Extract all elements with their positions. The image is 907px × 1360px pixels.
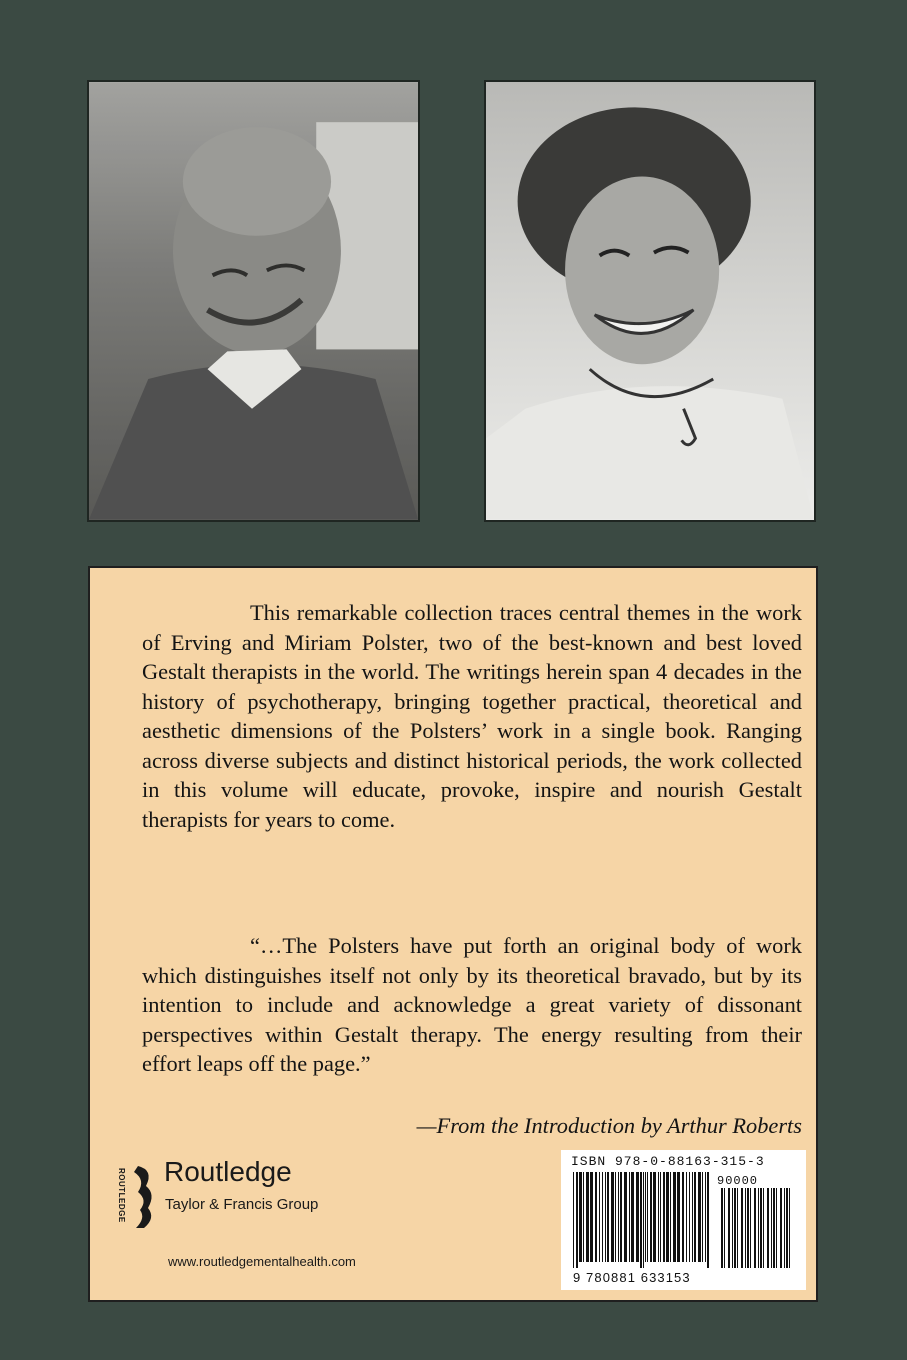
barcode-bar	[636, 1172, 639, 1262]
barcode-bar	[705, 1172, 706, 1262]
barcode-bar	[645, 1172, 646, 1262]
barcode-bar	[670, 1172, 671, 1262]
quote-attribution: —From the Introduction by Arthur Roberts	[416, 1113, 802, 1138]
barcode-addon-bar	[786, 1188, 788, 1268]
barcode-addon-bar	[760, 1188, 762, 1268]
barcode-addon-bar	[784, 1188, 785, 1268]
barcode-icon	[571, 1172, 796, 1272]
barcode-addon-bar	[732, 1188, 733, 1268]
barcode-bar	[653, 1172, 656, 1262]
barcode-bar	[650, 1172, 652, 1262]
barcode-bar	[640, 1172, 642, 1268]
barcode-bar	[618, 1172, 619, 1262]
barcode-bar	[677, 1172, 680, 1262]
barcode-addon-bar	[741, 1188, 743, 1268]
barcode-addon-bar	[758, 1188, 759, 1268]
barcode-digits: 9 780881 633153	[573, 1270, 691, 1285]
barcode-bar	[702, 1172, 703, 1262]
barcode-bar	[658, 1172, 659, 1262]
barcode-area	[561, 1150, 806, 1290]
author-photo-left	[87, 80, 420, 522]
barcode-addon-bar	[771, 1188, 772, 1268]
barcode-addon-bar	[721, 1188, 723, 1268]
barcode-addon-bar	[754, 1188, 756, 1268]
barcode-bar	[602, 1172, 603, 1262]
barcode-bar	[579, 1172, 582, 1262]
barcode-bar	[666, 1172, 669, 1262]
price-code: 90000	[717, 1174, 759, 1188]
erving-polster-photo	[89, 82, 418, 520]
barcode-addon-bar	[728, 1188, 730, 1268]
barcode-addon-bar	[734, 1188, 736, 1268]
book-quote: “…The Polsters have put forth an original body of work which distinguishes itself not only by its theoretical bravado, but by its intention to include and acknowledge a great variety of dissonant perspectives within Gestalt therapy. The energy resulting from their effort leaps off the page.”	[142, 933, 802, 1076]
barcode-bar	[605, 1172, 606, 1262]
barcode-bar	[682, 1172, 684, 1262]
isbn-label: ISBN 978-0-88163-315-3	[571, 1154, 765, 1169]
barcode-bar	[607, 1172, 609, 1262]
barcode-bar	[615, 1172, 616, 1262]
barcode-bar	[624, 1172, 627, 1262]
publisher-group: Taylor & Francis Group	[165, 1196, 319, 1213]
publisher-logo-text: ROUTLEDGE	[117, 1168, 126, 1223]
barcode-bar	[629, 1172, 630, 1262]
barcode-bar	[586, 1172, 589, 1262]
barcode-bar	[689, 1172, 690, 1262]
barcode-bar	[660, 1172, 661, 1262]
barcode-addon-bar	[745, 1188, 746, 1268]
barcode-bar	[590, 1172, 593, 1262]
barcode-bar	[707, 1172, 709, 1268]
publisher-block	[116, 1154, 416, 1254]
description-panel	[88, 566, 818, 1302]
publisher-url: www.routledgementalhealth.com	[168, 1254, 356, 1269]
barcode-addon-bar	[747, 1188, 749, 1268]
barcode-bar	[631, 1172, 634, 1262]
barcode-addon-bar	[750, 1188, 751, 1268]
barcode-addon-bar	[776, 1188, 777, 1268]
barcode-bar	[595, 1172, 597, 1262]
author-photo-right	[484, 80, 816, 522]
barcode-bar	[611, 1172, 614, 1262]
barcode-bar	[694, 1172, 696, 1262]
barcode-addon-bar	[724, 1188, 725, 1268]
barcode-addon-bar	[763, 1188, 764, 1268]
barcode-addon-bar	[737, 1188, 738, 1268]
barcode-bar	[573, 1172, 574, 1268]
barcode-bar	[647, 1172, 648, 1262]
book-description: This remarkable collection traces central themes in the work of Erving and Miriam Polster, two of the best-known and best loved Gestalt therapists in the world. The writings herein span 4 decades in the history of psychotherapy, bringing together practical, theoretical and aesthetic dimensions of the Polsters’ work in a single book. Ranging across diverse subjects and distinct historical periods, the work collected in this volume will educate, provoke, inspire and nourish Gestalt therapists for years to come.	[142, 600, 802, 832]
miriam-polster-photo	[486, 82, 814, 520]
barcode-addon-bar	[780, 1188, 782, 1268]
barcode-bar	[698, 1172, 701, 1262]
barcode-bar	[692, 1172, 693, 1262]
barcode-bar	[576, 1172, 578, 1268]
barcode-bar	[643, 1172, 644, 1268]
barcode-bar	[663, 1172, 665, 1262]
barcode-bar	[673, 1172, 676, 1262]
barcode-addon-bar	[773, 1188, 775, 1268]
barcode-addon-bar	[789, 1188, 790, 1268]
barcode-addon-bar	[767, 1188, 769, 1268]
barcode-bar	[686, 1172, 687, 1262]
publisher-name: Routledge	[164, 1156, 292, 1187]
barcode-bar	[620, 1172, 622, 1262]
barcode-bar	[583, 1172, 584, 1262]
barcode-bar	[599, 1172, 600, 1262]
